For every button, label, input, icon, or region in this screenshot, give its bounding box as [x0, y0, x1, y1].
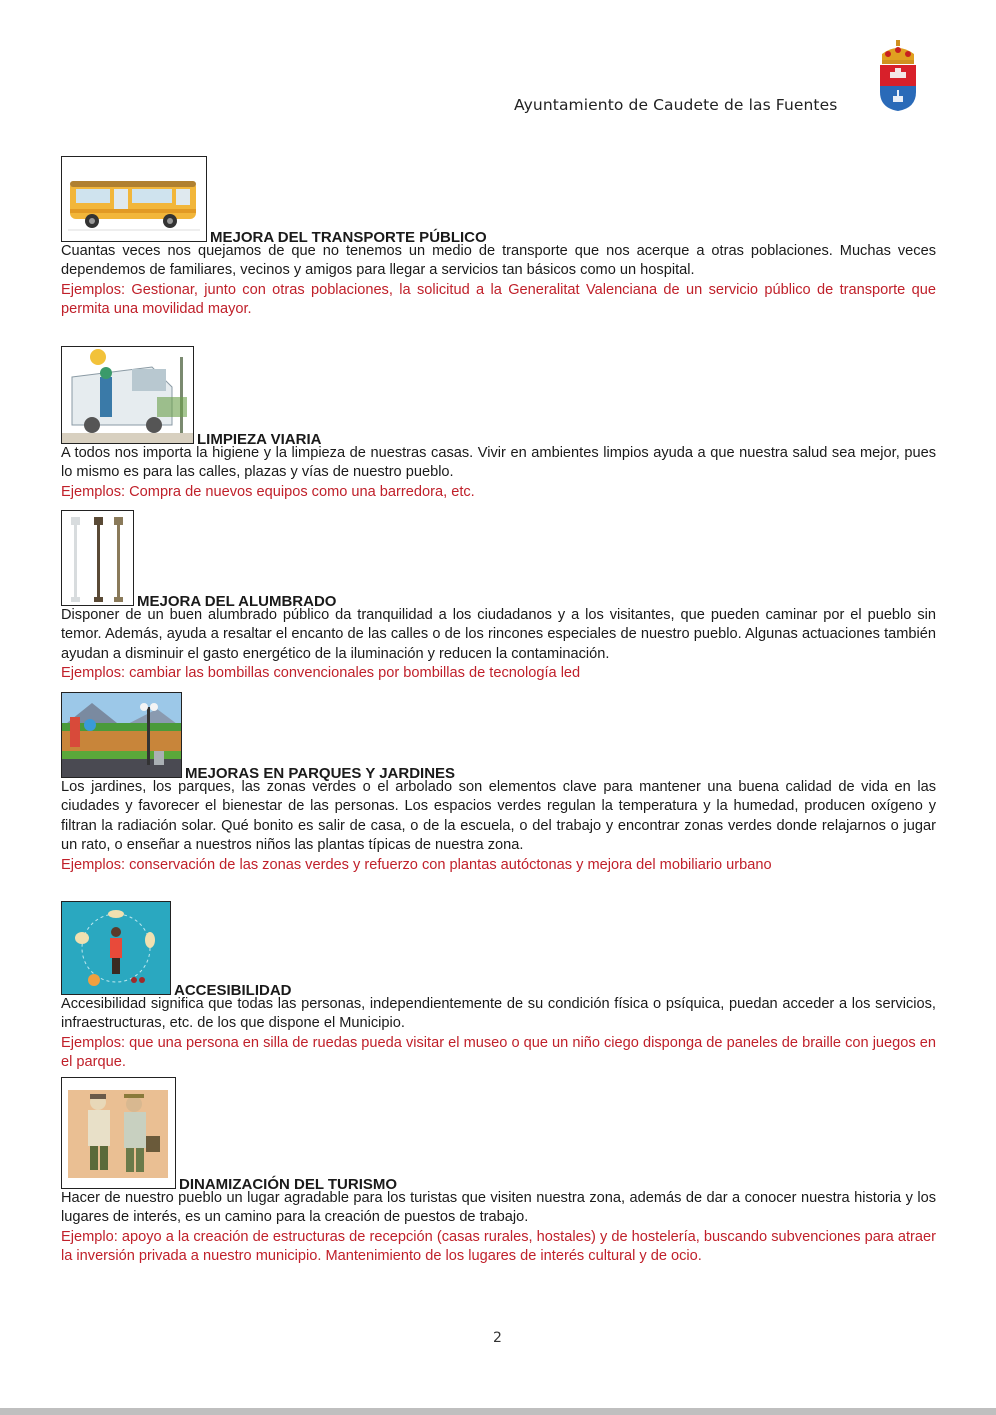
tourists-image	[61, 1077, 176, 1189]
section-alumbrado	[61, 510, 936, 684]
accessibility-image	[61, 901, 171, 995]
section-body: Accesibilidad significa que todas las personas, independientemente de su condición física o psíquica, puedan acceder a los servicios, infraestructuras, etc. de los que dispone el Municipio.	[61, 996, 936, 1032]
park-image	[61, 692, 182, 778]
section-title: MEJORAS EN PARQUES Y JARDINES	[185, 765, 456, 782]
section-example: Ejemplos: que una persona en silla de ruedas pueda visitar el museo o que un niño ciego disponga de paneles de braille con juegos en el parque.	[61, 1034, 936, 1071]
street-lamps-image	[61, 510, 134, 606]
section-body: Disponer de un buen alumbrado público da tranquilidad a los ciudadanos y a los visitantes, que pueden caminar por el pueblo sin temor. Además, ayuda a resaltar el encanto de las calles o de los rincones especiales de nuestro pueblo. Algunas actuaciones también ayudan a disminuir el gasto energético de la iluminación y reducen la contaminación.	[61, 607, 936, 662]
section-example: Ejemplos: conservación de las zonas verdes y refuerzo con plantas autóctonas y mejora del mobiliario urbano	[61, 856, 772, 873]
section-example: Ejemplos: Compra de nuevos equipos como una barredora, etc.	[61, 483, 475, 500]
section-turismo	[61, 1077, 936, 1267]
section-example: Ejemplos: cambiar las bombillas convencionales por bombillas de tecnología led	[61, 665, 581, 682]
section-title: MEJORA DEL TRANSPORTE PÚBLICO	[210, 229, 487, 246]
section-title: DINAMIZACIÓN DEL TURISMO	[179, 1176, 398, 1193]
section-parques-jardines	[61, 692, 936, 875]
section-example: Ejemplo: apoyo a la creación de estructuras de recepción (casas rurales, hostales) y de hostelería, buscando subvenciones para atraer la inversión privada a nuestro municipio. Mantenimiento de los lugares de interés cultural y de ocio.	[61, 1228, 936, 1265]
section-title: ACCESIBILIDAD	[174, 982, 292, 999]
coat-of-arms-icon	[876, 40, 920, 112]
section-body: A todos nos importa la higiene y la limpieza de nuestras casas. Vivir en ambientes limpios ayuda a que nuestra salud sea mejor, pues lo mismo es para las calles, plazas y vías de nuestro pueblo.	[61, 445, 936, 481]
section-body: Cuantas veces nos quejamos de que no tenemos un medio de transporte que nos acerque a otras poblaciones. Muchas veces dependemos de familiares, vecinos y amigos para llegar a servicios tan básicos como un hospital.	[61, 243, 936, 279]
section-accesibilidad	[61, 901, 936, 1073]
section-example: Ejemplos: Gestionar, junto con otras poblaciones, la solicitud a la Generalitat Valenciana de un servicio público de transporte que permita una movilidad mayor.	[61, 281, 936, 318]
bottom-scroll-bar	[0, 1408, 996, 1415]
section-title: LIMPIEZA VIARIA	[197, 431, 322, 448]
section-limpieza-viaria	[61, 346, 936, 502]
document-header-title: Ayuntamiento de Caudete de las Fuentes	[514, 96, 838, 114]
bus-image	[61, 156, 207, 242]
section-body: Hacer de nuestro pueblo un lugar agradable para los turistas que visiten nuestra zona, además de dar a conocer nuestra historia y los lugares de interés, es un camino para la creación de puestos de trabajo.	[61, 1190, 936, 1226]
street-cleaning-image	[61, 346, 194, 444]
section-body: Los jardines, los parques, las zonas verdes o el arbolado son elementos clave para mantener una buena calidad de vida en las ciudades y favorecer el bienestar de las personas. Los espacios verdes regulan la temperatura y la humedad, producen oxígeno y filtran la radiación solar. Qué bonito es salir de casa, o de la escuela, o del trabajo y encontrar zonas verdes donde relajarnos o jugar un rato, o enseñar a nuestros niños las plantas típicas de nuestra zona.	[61, 779, 936, 854]
page-number: 2	[493, 1330, 502, 1346]
section-transporte-publico	[61, 156, 936, 320]
section-title: MEJORA DEL ALUMBRADO	[137, 593, 337, 610]
